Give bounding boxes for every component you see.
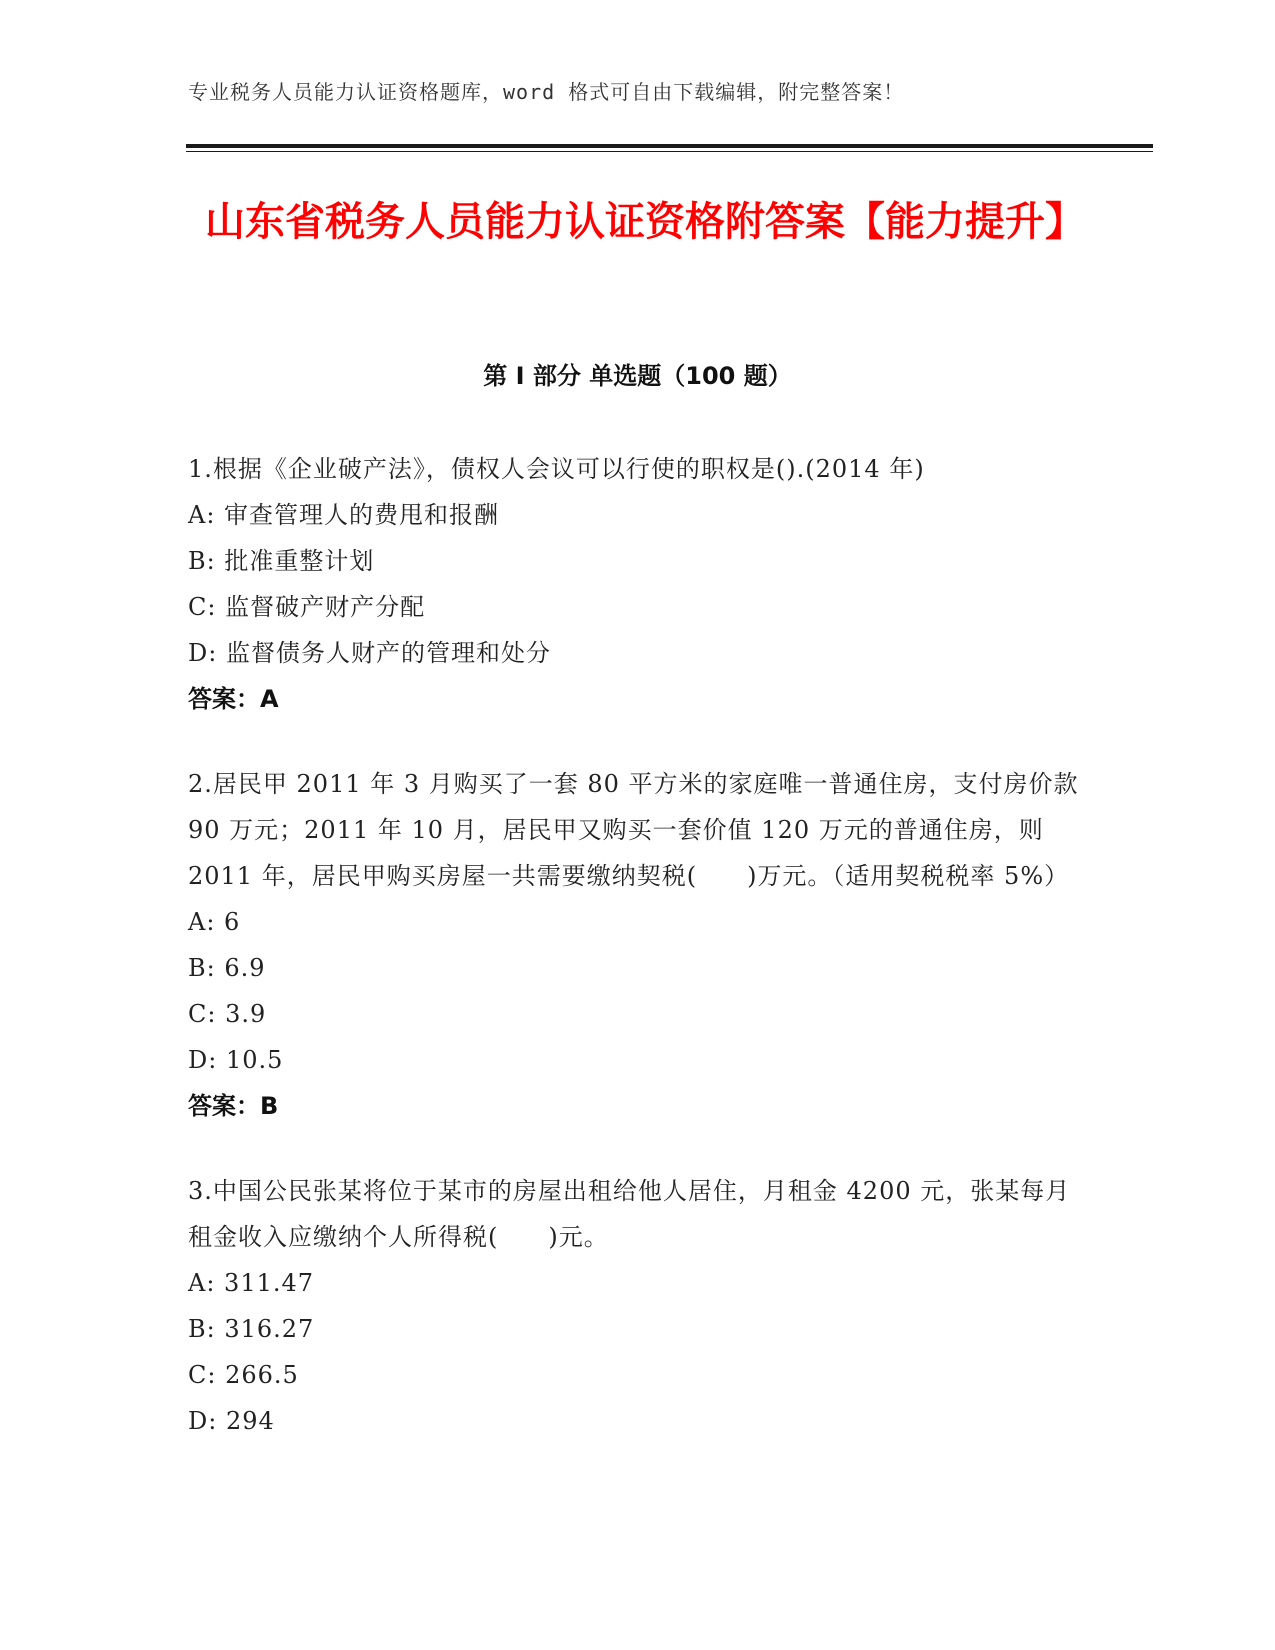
option-c: C: 266.5 <box>188 1361 299 1389</box>
answer-line: 答案：A <box>188 685 279 713</box>
option-a: A: 审查管理人的费甩和报酬 <box>188 501 500 529</box>
option-d: D: 监督债务人财产的管理和处分 <box>188 639 551 667</box>
header-note: 专业税务人员能力认证资格题库，word 格式可自由下载编辑，附完整答案！ <box>188 80 905 104</box>
option-d: D: 10.5 <box>188 1046 284 1074</box>
question-2 <box>188 761 1088 1129</box>
answer-line: 答案：B <box>188 1092 279 1120</box>
option-b: B: 6.9 <box>188 954 266 982</box>
option-d: D: 294 <box>188 1407 275 1435</box>
section-title: 第 I 部分 单选题（100 题） <box>483 362 792 390</box>
question-text: 1.根据《企业破产法》，债权人会议可以行使的职权是().(2014 年) <box>188 455 925 483</box>
option-c: C: 监督破产财产分配 <box>188 593 426 621</box>
option-c: C: 3.9 <box>188 1000 267 1028</box>
question-text: 2.居民甲 2011 年 3 月购买了一套 80 平方米的家庭唯一普通住房，支付房价款 90 万元；2011 年 10 月，居民甲又购买一套价值 120 万元的普通住房，则 2011 年，居民甲购买房屋一共需要缴纳契税( )万元。（适用契税税率 5%） <box>188 770 1079 890</box>
question-3 <box>188 1168 1088 1444</box>
document-title: 山东省税务人员能力认证资格附答案【能力提升】 <box>205 199 1085 245</box>
question-1 <box>188 446 1088 722</box>
option-a: A: 6 <box>188 908 241 936</box>
question-text: 3.中国公民张某将位于某市的房屋出租给他人居住，月租金 4200 元，张某每月租金收入应缴纳个人所得税( )元。 <box>188 1177 1071 1251</box>
question-list <box>188 446 1088 1483</box>
header-divider-thin <box>186 151 1153 152</box>
option-b: B: 316.27 <box>188 1315 315 1343</box>
option-b: B: 批准重整计划 <box>188 547 375 575</box>
header-divider-thick <box>186 144 1153 148</box>
option-a: A: 311.47 <box>188 1269 315 1297</box>
